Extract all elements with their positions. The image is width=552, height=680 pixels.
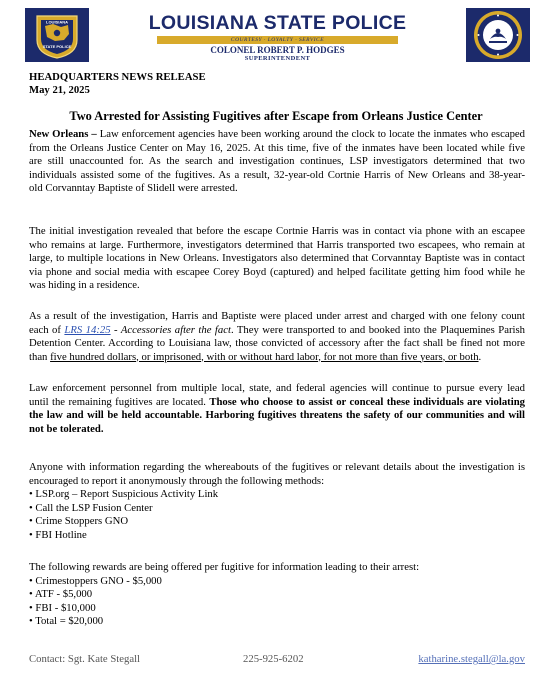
org-title: LOUISIANA STATE POLICE <box>148 12 407 34</box>
paragraph-intro: New Orleans – Law enforcement agencies have been working around the clock to locate the inmates who escaped from the Orleans Justice Center on May 16, 2025. At this time, five of the inmates have been located while five are still unaccounted for. As the search and investigation continues, LSP investigators determined that two individuals assisted some of the fugitives. As a result, 32-year-old Cortnie Harris of New Orleans and 38-year- old Corvanntay Baptiste of Slidell were arrested. <box>29 128 525 194</box>
paragraph-tips: Anyone with information regarding the whereabouts of the fugitives or relevant details about the investigation is encouraged to report it anonymously through the following methods: • LSP.org – Report Suspicious Activity Link • Call the LSP Fusion Center • Crime Stoppers GNO • FBI Hotline <box>29 461 525 541</box>
letterhead-center <box>89 8 466 62</box>
paragraph-investigation: The initial investigation revealed that before the escape Cortnie Harris was in contact via phone with an escapee who remains at large. Furthermore, investigators determined that Harris transported two escapees, who remain at large, to multiple locations in New Orleans. Investigators also determined that Corvanntay Baptiste was in contact via phone and social media with escapee Corey Boyd (captured) and helped facilitate getting him food while he was hiding in a residence. <box>29 225 525 291</box>
superintendent-title: SUPERINTENDENT <box>244 55 311 62</box>
state-police-badge-icon <box>31 10 83 60</box>
release-date: May 21, 2025 <box>29 84 90 96</box>
footer-phone: 225-925-6202 <box>243 653 304 665</box>
list-item: • Total = $20,000 <box>29 615 104 627</box>
footer-contact: Contact: Sgt. Kate Stegall <box>29 653 141 665</box>
letterhead <box>25 6 530 64</box>
svg-text:LOUISIANA: LOUISIANA <box>46 19 68 25</box>
state-seal-icon <box>472 9 524 61</box>
svg-text:STATE POLICE: STATE POLICE <box>42 44 72 49</box>
dateline: New Orleans – <box>29 128 97 140</box>
list-item: • FBI - $10,000 <box>29 601 96 614</box>
release-label: HEADQUARTERS NEWS RELEASE <box>29 71 206 83</box>
paragraph-charges: As a result of the investigation, Harris and Baptiste were placed under arrest and charged with one felony count each of LRS 14:25 - Accessories after the fact. They were transported to and booked into the Plaquemines Parish Detention Center. According to Louisiana law, those convicted of accessory after the fact shall be fined not more than five hundred dollars, or imprisoned, with or without hard labor, for not more than five years, or both. <box>29 310 525 363</box>
colonel-name: COLONEL ROBERT P. HODGES <box>210 45 345 55</box>
penalty-text: five hundred dollars, or imprisoned, with or without hard labor, for not more than five years, or both <box>50 350 479 363</box>
list-item: • FBI Hotline <box>29 528 87 541</box>
list-item: • Call the LSP Fusion Center <box>29 501 153 514</box>
statute-link[interactable]: LRS 14:25 <box>64 323 111 336</box>
paragraph-rewards: The following rewards are being offered per fugitive for information leading to their arrest: • Crimestoppers GNO - $5,000 • ATF - $5,000 • FBI - $10,000 • Total = $20,000 <box>29 561 525 629</box>
list-item: • Crime Stoppers GNO <box>29 515 129 527</box>
list-item: • Crimestoppers GNO - $5,000 <box>29 574 162 587</box>
release-headline: Two Arrested for Assisting Fugitives after Escape from Orleans Justice Center <box>69 109 483 123</box>
paragraph-warning: Law enforcement personnel from multiple local, state, and federal agencies will continue to pursue every lead until the remaining fugitives are located. Those who choose to assist or conceal these individuals are violating the law and will be held accountable. Harboring fugitives threatens the safety of our communities and will not be tolerated. <box>29 382 525 435</box>
motto-bar: COURTESY · LOYALTY · SERVICE <box>157 36 398 44</box>
footer-email-link[interactable]: katharine.stegall@la.gov <box>418 653 525 665</box>
list-item: • ATF - $5,000 <box>29 588 93 600</box>
list-item: • LSP.org – Report Suspicious Activity Link <box>29 488 219 500</box>
